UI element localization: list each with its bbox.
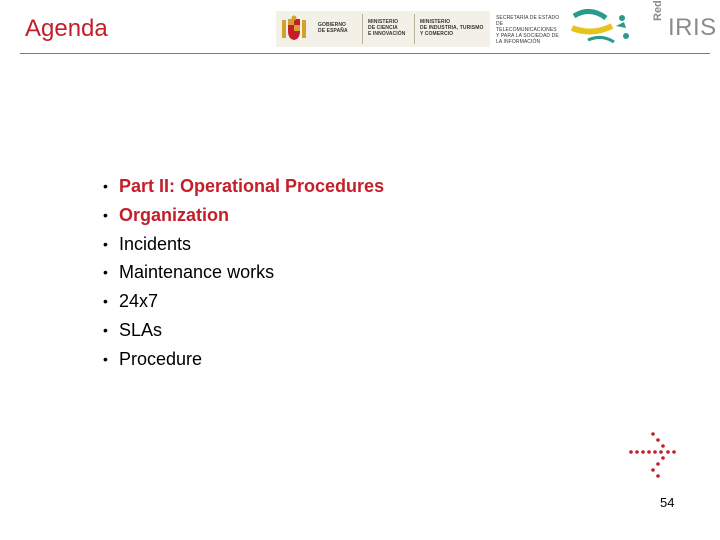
secretaria-estado-logo: SECRETARÍA DE ESTADO DE TELECOMUNICACIONES Y PARA LA SOCIEDAD DE LA INFORMACIÓN — [490, 11, 565, 47]
agenda-item-label: 24x7 — [119, 291, 159, 312]
logo-divider — [362, 14, 363, 44]
bullet-icon: • — [103, 350, 108, 367]
agenda-item-label: Procedure — [119, 348, 203, 369]
dotted-arrow-icon — [625, 430, 685, 482]
agenda-item — [103, 316, 384, 345]
agenda-item-label: SLAs — [119, 319, 163, 340]
logo-divider — [414, 14, 415, 44]
bullet-icon: • — [103, 235, 108, 252]
agenda-item-label: Maintenance works — [119, 262, 275, 283]
rediris-iris-label: IRIS — [668, 14, 717, 41]
bullet-icon: • — [103, 178, 108, 194]
bullet-icon: • — [103, 321, 108, 338]
slide-title: Agenda — [25, 15, 108, 42]
government-logo-strip — [276, 11, 565, 47]
coat-of-arms-icon — [280, 15, 308, 43]
agenda-item — [103, 258, 384, 287]
bullet-icon: • — [103, 206, 108, 223]
page-number: 54 — [660, 495, 675, 510]
agenda-item-label: Part II: Operational Procedures — [119, 176, 385, 196]
agenda-item-label: Incidents — [119, 233, 192, 254]
ministerio-ciencia-logo: MINISTERIO DE CIENCIA E INNOVACIÓN — [368, 19, 406, 37]
ministerio-industria-logo: MINISTERIO DE INDUSTRIA, TURISMO Y COMERCIO — [420, 19, 484, 37]
agenda-item — [103, 172, 384, 201]
bullet-icon: • — [103, 293, 108, 310]
bullet-icon: • — [103, 264, 108, 281]
agenda-item — [103, 201, 384, 230]
gobierno-logo: GOBIERNO DE ESPAÑA — [318, 22, 348, 34]
agenda-list — [103, 172, 384, 374]
agenda-item — [103, 345, 384, 374]
agenda-item — [103, 230, 384, 259]
agenda-item-label: Organization — [119, 204, 230, 225]
title-divider — [20, 53, 710, 54]
rediris-red-label: Red — [652, 0, 664, 21]
agenda-item — [103, 287, 384, 316]
